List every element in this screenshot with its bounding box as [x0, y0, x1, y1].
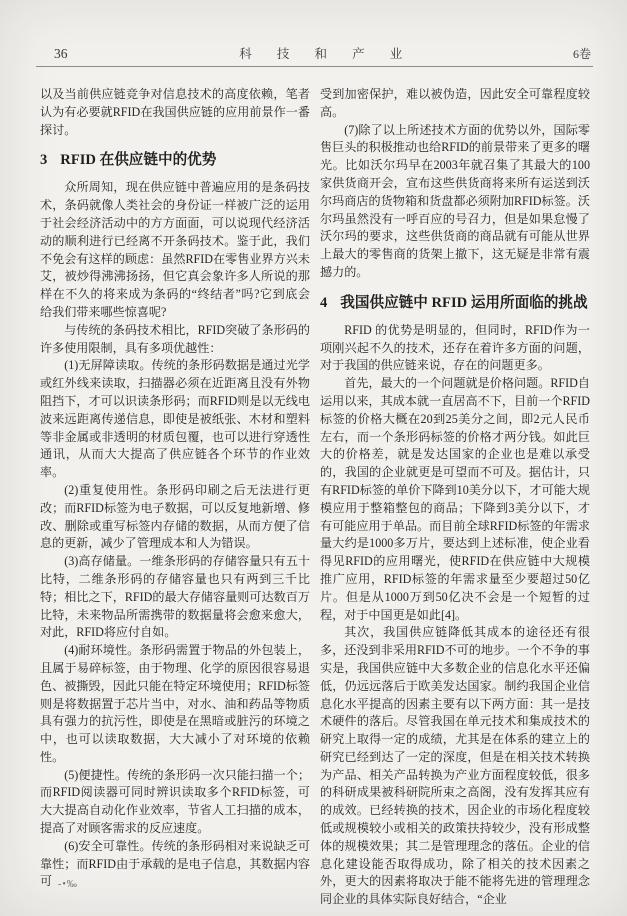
paragraph: 以及当前供应链竞争对信息技术的高度依赖，笔者认为有必要就RFID在我国供应链的应用前景作一番探讨。 [40, 87, 310, 137]
paragraph: RFID 的优势是明显的，但同时，RFID作为一项刚兴起不久的技术，还存在着许多方面的问题，对于我国的供应链来说，存在的问题更多。 [320, 322, 590, 373]
paragraph: (5)便捷性。传统的条形码一次只能扫描一个；而RFID阅读器可同时辨识读取多个RFID标签，可大大提高自动化作业效率，节省人工扫描的成本，提高了对顾客需求的反应速度。 [40, 767, 310, 836]
paragraph: (7)除了以上所述技术方面的优势以外，国际零售巨头的积极推动也给RFID的前景带来了更多的曙光。比如沃尔玛早在2003年就召集了其最大的100家供货商开会，宣布这些供货商将来所有运送到沃尔玛商店的货物箱和货盘都必须附加RFID标签。沃尔玛虽然没有一呼百应的号召力，但是如果怠慢了沃尔玛的要求，这些供货商的商品就有可能从世界上最大的零售商的货架上撤下，这无疑是非常有震撼力的。 [320, 122, 590, 279]
journal-title: 科 技 和 产 业 [239, 47, 414, 61]
left-column [40, 86, 310, 909]
section-number: 4 [320, 294, 328, 311]
paragraph: (3)高存储量。一维条形码的存储容量只有五十比特，二维条形码的存储容量也只有两到三千比特；相比之下，RFID的最大存储容量则可达数百万比特，未来物品所需携带的数据量将会愈来愈大，对此，RFID将应付自如。 [40, 554, 310, 640]
page-header [38, 44, 591, 62]
paragraph: 首先，最大的一个问题就是价格问题。RFID自运用以来，其成本就一直居高不下，目前一个RFID标签的价格大概在20到25美分之间，即2元人民币左右，而一个条形码标签的价格才两分钱。如此巨大的价格差，就是发达国家的企业也是难以承受的，我国的企业就更是可望而不可及。据估计，只有RFID标签的单价下降到10美分以下，才可能大规模应用于整箱整包的商品；下降到3美分以下，才有可能应用于单品。而目前全球RFID标签的年需求量大约是1000多万片，要达到上述标准，使企业看得见RFID的应用曙光，使RFID在供应链中大规模推广应用，RFID标签的年需求量至少要超过50亿片。但是从1000万到50亿决不会是一个短暂的过程，对于中国更是如此[4]。 [320, 376, 590, 622]
volume-label: 6卷 [572, 47, 591, 61]
section-heading-3 [40, 150, 310, 170]
paragraph: (4)耐环境性。条形码需置于物品的外包装上，且属于易碎标签，由于物理、化学的原因很容易退色、被撕毁，因此只能在特定环境使用；RFID标签则是将数据置于芯片当中，对水、油和药品等物质具有强力的抗污性，即使是在黑暗或脏污的环境之中，也可以读取数据，大大减小了对环境的依赖性。 [40, 643, 310, 764]
right-column [320, 86, 590, 909]
section-heading-4 [320, 293, 590, 313]
page-number: 36 [54, 46, 68, 61]
paragraph: (2)重复使用性。条形码印刷之后无法进行更改；而RFID标签为电子数据，可以反复地新增、修改、删除或重写标签内存储的数据，从而方便了信息的更新，减少了管理成本和人为错误。 [40, 482, 310, 551]
paragraph: (6)安全可靠性。传统的条形码相对来说缺乏可靠性；而RFID由于承载的是电子信息，其数据内容可 [40, 838, 310, 889]
section-number: 3 [40, 152, 48, 169]
scan-artifact-mark: -•‰ [58, 879, 78, 890]
section-title: RFID 在供应链中的优势 [60, 152, 217, 169]
paragraph: 其次，我国供应链降低其成本的途径还有很多，还没到非采用RFID不可的地步。一个不争的事实是，我国供应链中大多数企业的信息化水平还偏低，仍远远落后于欧美发达国家。制约我国企业信息化水平提高的因素主要有以下两方面：其一是技术硬件的落后。尽管我国在单元技术和集成技术的研究上取得一定的成绩，尤其是在体系的建立上的研究已经到达了一定的深度，但是在相关技术转换为产品、相关产品转换为产业方面程度较低，很多的科研成果被科研院所束之高阁，没有发挥其应有的成效。已经转换的技术，因企业的市场化程度较低或规模较小或相关的政策扶持较少，没有形成整体的规模效果；其二是管理理念的落伍。企业的信息化建设能否取得成功，除了相关的技术因素之外，更大的因素将取决于能不能将先进的管理理念同企业的具体实际良好结合，“企业 [320, 625, 590, 907]
section-title: 我国供应链中 RFID 运用所面临的挑战 [340, 294, 588, 311]
paragraph: 与传统的条码技术相比，RFID突破了条形码的许多使用限制，具有多项优越性： [40, 322, 310, 355]
two-column-body [40, 86, 590, 909]
paragraph: 受到加密保护，难以被伪造，因此安全可靠程度较高。 [320, 87, 590, 119]
header-divider [36, 66, 593, 67]
paragraph: (1)无屏障读取。传统的条形码数据是通过光学或红外线来读取，扫描器必须在近距离且没有外物阻挡下，才可以识读条形码；而RFID则是以无线电波来远距离传递信息，即使是被纸张、木材和塑料等非金属或非透明的材质包覆，也可以进行穿透性通讯，从而大大提高了供应链各个环节的作业效率。 [40, 358, 310, 480]
paragraph: 众所周知，现在供应链中普遍应用的是条码技术，条码就像人类社会的身份证一样被广泛的运用于社会经济活动中的方方面面，可以说现代经济活动的顺利进行已经离不开条码技术。鉴于此，我们不免会有这样的顾虑：虽然RFID在零售业界方兴未艾，被炒得沸沸扬扬，但它真会象许多人所说的那样在不久的将来成为条码的“终结者”吗?它到底会给我们带来哪些惊喜呢? [40, 180, 310, 319]
